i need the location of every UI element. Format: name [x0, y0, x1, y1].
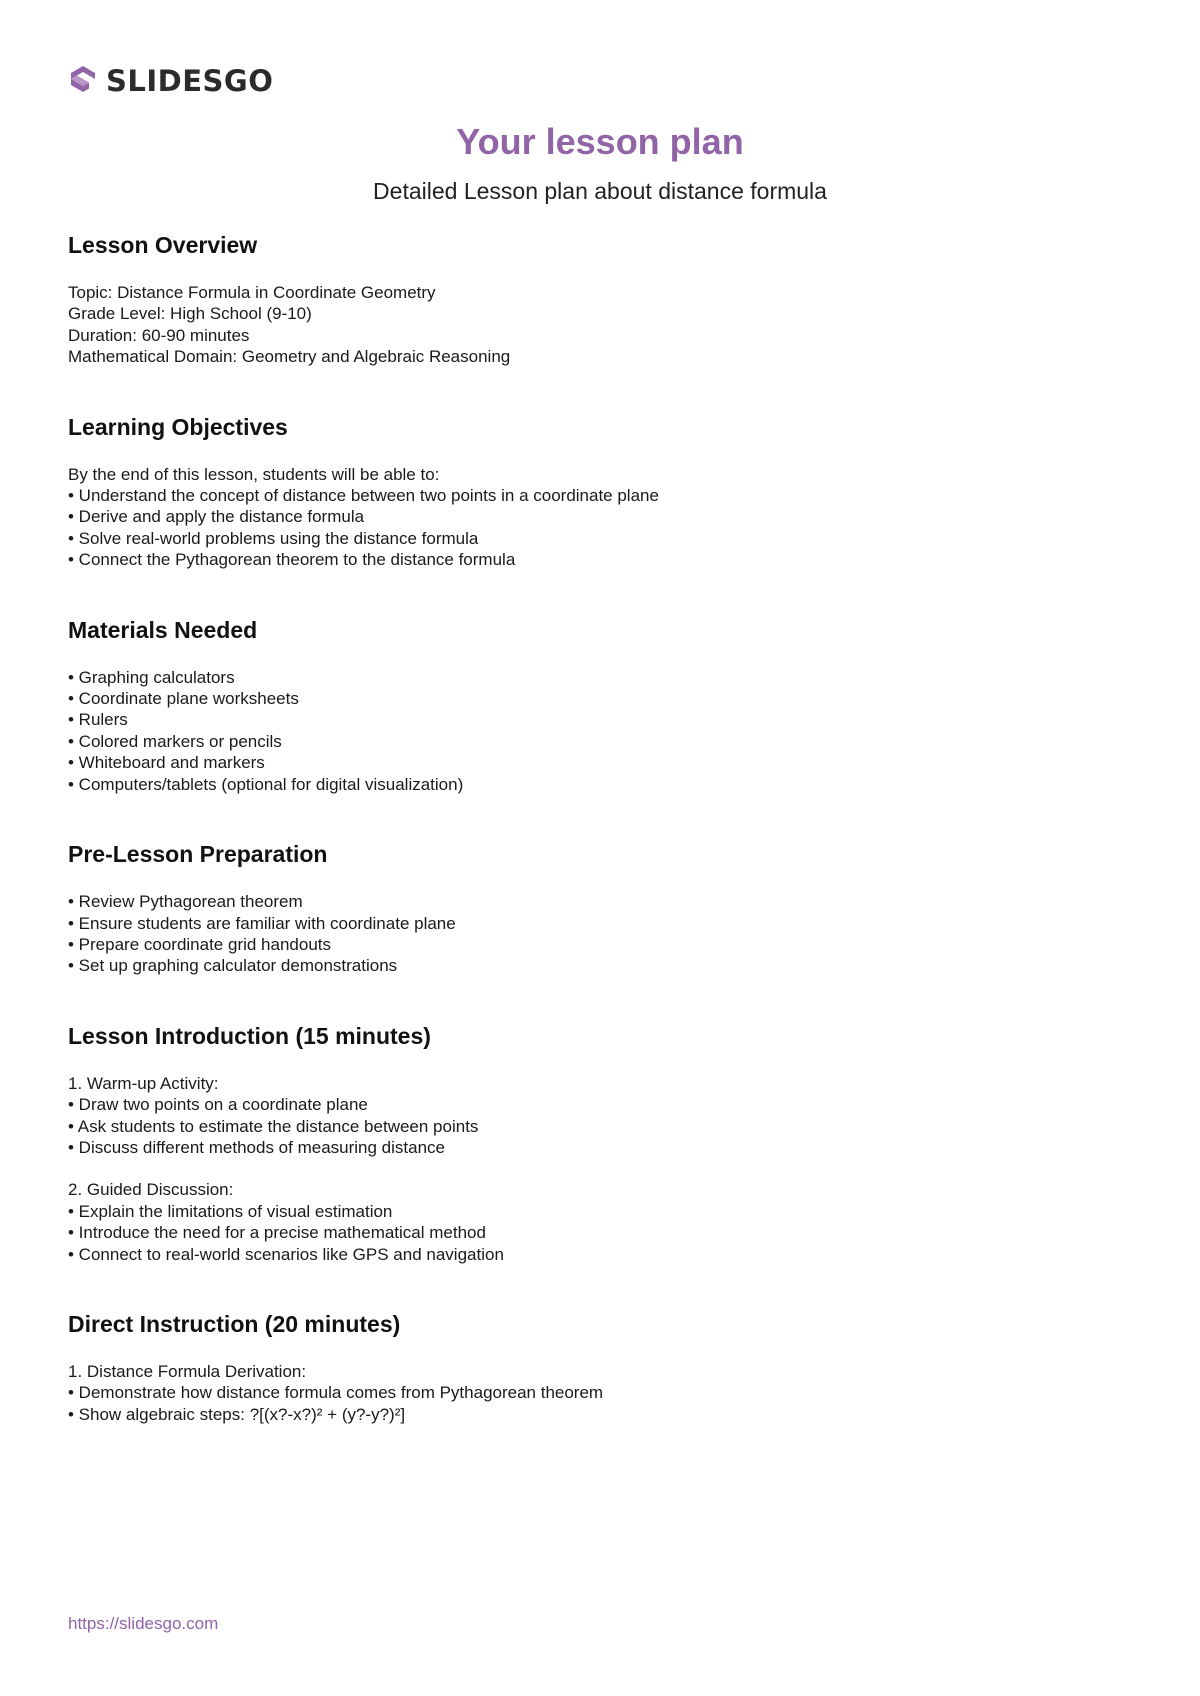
lesson-section [68, 1021, 1148, 1265]
text-line: • Graphing calculators [68, 667, 235, 687]
text-line: • Explain the limitations of visual estimation [68, 1201, 393, 1221]
text-line: • Solve real-world problems using the distance formula [68, 528, 479, 548]
text-line: • Set up graphing calculator demonstrations [68, 956, 398, 976]
paragraph-gap [68, 1158, 1148, 1179]
text-line: • Computers/tablets (optional for digital visualization) [68, 774, 464, 794]
section-body [68, 667, 1148, 795]
lesson-section [68, 839, 1148, 977]
text-line: • Rulers [68, 710, 128, 730]
section-heading: Learning Objectives [68, 413, 288, 440]
text-line: • Colored markers or pencils [68, 731, 282, 751]
section-body [68, 891, 1148, 977]
lesson-section [68, 615, 1148, 795]
brand-logo [68, 64, 273, 98]
text-line: • Introduce the need for a precise mathematical method [68, 1223, 486, 1243]
text-line: • Discuss different methods of measuring distance [68, 1137, 445, 1157]
section-heading: Lesson Introduction (15 minutes) [68, 1022, 431, 1049]
section-heading: Direct Instruction (20 minutes) [68, 1310, 401, 1337]
text-line: • Connect the Pythagorean theorem to the distance formula [68, 550, 516, 570]
text-line: • Coordinate plane worksheets [68, 689, 299, 709]
lesson-section [68, 412, 1148, 571]
lesson-section [68, 230, 1148, 368]
text-line: • Derive and apply the distance formula [68, 507, 365, 527]
text-line: • Understand the concept of distance between two points in a coordinate plane [68, 486, 659, 506]
slidesgo-logo-icon [68, 64, 98, 98]
text-line: Topic: Distance Formula in Coordinate Geometry [68, 283, 436, 302]
section-heading: Pre-Lesson Preparation [68, 841, 328, 868]
section-body [68, 464, 1148, 571]
footer-link[interactable]: https://slidesgo.com [68, 1614, 219, 1633]
page-subtitle: Detailed Lesson plan about distance formula [373, 178, 827, 204]
text-line: • Whiteboard and markers [68, 753, 265, 773]
text-line: • Review Pythagorean theorem [68, 892, 303, 912]
section-body [68, 1073, 1148, 1265]
section-heading: Materials Needed [68, 616, 258, 643]
lesson-section [68, 1309, 1148, 1425]
lesson-content [68, 230, 1148, 1425]
text-line: • Ask students to estimate the distance between points [68, 1116, 479, 1136]
text-line: • Demonstrate how distance formula comes from Pythagorean theorem [68, 1383, 604, 1403]
text-line: By the end of this lesson, students will be able to: [68, 464, 440, 484]
brand-name: SLIDESGO [106, 64, 274, 98]
text-line: • Ensure students are familiar with coordinate plane [68, 913, 456, 933]
section-body [68, 1361, 1148, 1425]
text-line: • Draw two points on a coordinate plane [68, 1095, 368, 1115]
text-line: 1. Distance Formula Derivation: [68, 1361, 307, 1381]
text-line: Mathematical Domain: Geometry and Algebraic Reasoning [68, 347, 511, 367]
text-line: Duration: 60-90 minutes [68, 325, 250, 345]
text-line: • Show algebraic steps: ?[(x?-x?)² + (y?-y?)²] [68, 1404, 406, 1424]
text-line: • Prepare coordinate grid handouts [68, 934, 332, 954]
text-line: 2. Guided Discussion: [68, 1180, 234, 1200]
text-line: 1. Warm-up Activity: [68, 1073, 219, 1093]
page-title: Your lesson plan [456, 121, 744, 162]
text-line: Grade Level: High School (9-10) [68, 304, 312, 324]
text-line: • Connect to real-world scenarios like GPS and navigation [68, 1244, 504, 1264]
section-heading: Lesson Overview [68, 232, 258, 258]
section-body [68, 282, 1148, 368]
